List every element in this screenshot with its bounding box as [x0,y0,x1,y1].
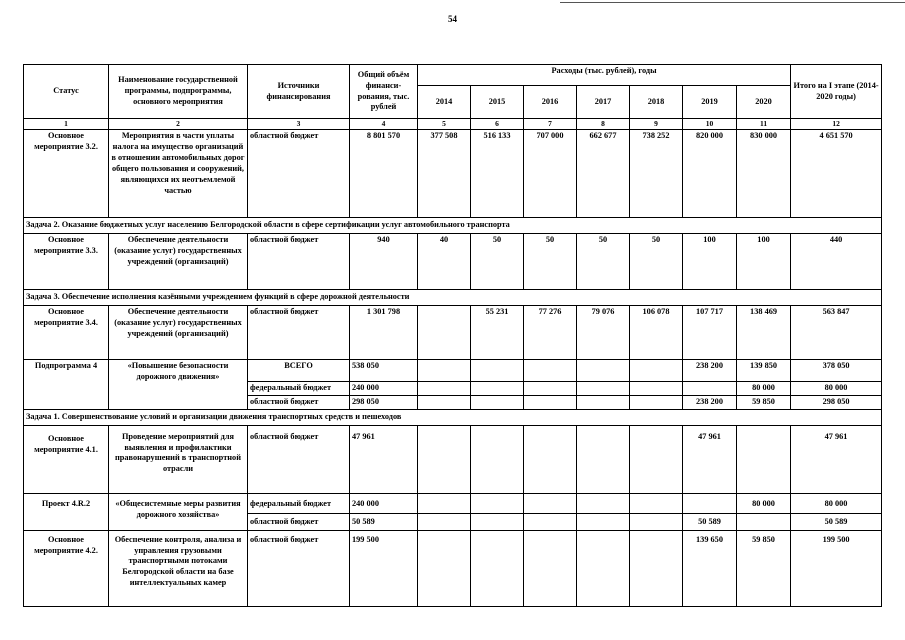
row-name: Обеспечение контроля, анализа и управления грузовыми транспортными потоками Белгородской области на базе интеллектуальных камер [109,530,248,606]
row-2020: 138 469 [737,305,791,359]
row-source: областной бюджет [248,425,350,493]
row-2018 [630,381,683,395]
row-2020: 59 850 [737,530,791,606]
row-2019 [683,493,737,513]
page-number: 54 [448,14,457,24]
task-row [24,217,882,233]
row-total: 47 961 [350,425,418,493]
row-2014 [418,359,471,381]
row-status: Основное мероприятие 4.1. [24,425,109,493]
row-2018 [630,425,683,493]
row-total: 1 301 798 [350,305,418,359]
header-year: 2017 [577,86,630,119]
row-2014 [418,381,471,395]
row-name: Обеспечение деятельности (оказание услуг) государственных учреждений (организаций) [109,305,248,359]
row-2015: 50 [471,233,524,289]
row-2019: 107 717 [683,305,737,359]
header-total: Общий объём финанси-рования, тыс. рублей [350,65,418,119]
row-name: Обеспечение деятельности (оказание услуг) государственных учреждений (организаций) [109,233,248,289]
row-2014 [418,395,471,409]
row-2016 [524,493,577,513]
row-2020: 59 850 [737,395,791,409]
row-source: федеральный бюджет [248,493,350,513]
row-2016: 707 000 [524,129,577,217]
row-2014 [418,493,471,513]
row-2016 [524,381,577,395]
row-2019: 47 961 [683,425,737,493]
row-name: Мероприятия в части уплаты налога на имущество организаций в отношении автомобильных дорог общего пользования и сооружений, являющихся их неотъемлемой частью [109,129,248,217]
column-number-row [24,119,882,130]
header-year: 2018 [630,86,683,119]
row-2019: 238 200 [683,359,737,381]
column-number: 12 [791,119,882,130]
table-row [24,129,882,217]
header-year: 2020 [737,86,791,119]
header-status: Статус [24,65,109,119]
row-source: областной бюджет [248,395,350,409]
header-expenses: Расходы (тыс. рублей), годы [418,65,791,86]
row-name: «Общесистемные меры развития дорожного хозяйства» [109,493,248,530]
column-number: 5 [418,119,471,130]
row-2015 [471,530,524,606]
row-source: областной бюджет [248,305,350,359]
row-2015 [471,425,524,493]
column-number: 3 [248,119,350,130]
row-2015: 55 231 [471,305,524,359]
row-2015 [471,359,524,381]
row-2016 [524,395,577,409]
header-year: 2019 [683,86,737,119]
row-2018: 50 [630,233,683,289]
column-number: 1 [24,119,109,130]
row-status: Проект 4.R.2 [24,493,109,530]
row-2018 [630,530,683,606]
row-itogo: 440 [791,233,882,289]
row-source: федеральный бюджет [248,381,350,395]
row-2020: 830 000 [737,129,791,217]
header-year: 2014 [418,86,471,119]
row-source: областной бюджет [248,129,350,217]
table-row [24,493,882,513]
column-number: 2 [109,119,248,130]
row-total: 50 589 [350,513,418,530]
row-2019: 820 000 [683,129,737,217]
row-name: «Повышение безопасности дорожного движения» [109,359,248,409]
row-2020 [737,513,791,530]
header-year: 2016 [524,86,577,119]
row-2016 [524,513,577,530]
header-row-1 [24,65,882,86]
task-1-title: Задача 1. Совершенствование условий и организации движения транспортных средств и пешеходов [24,409,882,425]
header-sources: Источники финансирования [248,65,350,119]
row-2014: 377 508 [418,129,471,217]
row-2019 [683,381,737,395]
row-2016 [524,530,577,606]
row-2020 [737,425,791,493]
row-total: 240 000 [350,493,418,513]
table-row [24,233,882,289]
column-number: 7 [524,119,577,130]
header-name: Наименование государственной программы, подпрограммы, основного мероприятия [109,65,248,119]
row-2017 [577,493,630,513]
row-2014 [418,425,471,493]
row-2020: 100 [737,233,791,289]
row-2019: 100 [683,233,737,289]
row-source: ВСЕГО [248,359,350,381]
top-edge-line [560,2,905,3]
row-source: областной бюджет [248,530,350,606]
row-itogo: 80 000 [791,493,882,513]
row-2016: 50 [524,233,577,289]
row-2017 [577,381,630,395]
row-status: Основное мероприятие 4.2. [24,530,109,606]
header-itogo: Итого на I этапе (2014-2020 годы) [791,65,882,119]
row-itogo: 298 050 [791,395,882,409]
row-2017 [577,395,630,409]
column-number: 6 [471,119,524,130]
budget-table [23,64,882,607]
row-2018: 106 078 [630,305,683,359]
row-2015 [471,493,524,513]
row-source: областной бюджет [248,233,350,289]
row-2020: 80 000 [737,381,791,395]
column-number: 11 [737,119,791,130]
table-row [24,530,882,606]
row-2016 [524,425,577,493]
row-status: Основное мероприятие 3.2. [24,129,109,217]
row-2015 [471,381,524,395]
row-2017 [577,359,630,381]
row-2017: 50 [577,233,630,289]
row-2017: 662 677 [577,129,630,217]
table-row [24,305,882,359]
row-status: Основное мероприятие 3.3. [24,233,109,289]
column-number: 4 [350,119,418,130]
row-itogo: 47 961 [791,425,882,493]
row-2018 [630,493,683,513]
row-2015 [471,395,524,409]
column-number: 8 [577,119,630,130]
column-number: 9 [630,119,683,130]
table-row [24,425,882,493]
row-2018 [630,359,683,381]
row-total: 8 801 570 [350,129,418,217]
row-2014: 40 [418,233,471,289]
row-2017 [577,425,630,493]
row-2018: 738 252 [630,129,683,217]
row-total: 940 [350,233,418,289]
row-name: Проведение мероприятий для выявления и профилактики правонарушений в транспортной отрасли [109,425,248,493]
row-source: областной бюджет [248,513,350,530]
row-2014 [418,513,471,530]
row-itogo: 378 050 [791,359,882,381]
row-status: Основное мероприятие 3.4. [24,305,109,359]
row-itogo: 563 847 [791,305,882,359]
task-3-title: Задача 3. Обеспечение исполнения казёнными учреждением функций в сфере дорожной деятельности [24,289,882,305]
row-total: 298 050 [350,395,418,409]
column-number: 10 [683,119,737,130]
row-2015 [471,513,524,530]
row-2017 [577,530,630,606]
row-2016: 77 276 [524,305,577,359]
row-2019: 238 200 [683,395,737,409]
row-2014 [418,530,471,606]
row-2019: 139 650 [683,530,737,606]
row-itogo: 199 500 [791,530,882,606]
task-2-title: Задача 2. Оказание бюджетных услуг населению Белгородской области в сфере сертификации услуг автомобильного транспорта [24,217,882,233]
row-total: 538 050 [350,359,418,381]
row-2017 [577,513,630,530]
row-itogo: 50 589 [791,513,882,530]
row-2014 [418,305,471,359]
row-itogo: 80 000 [791,381,882,395]
row-2017: 79 076 [577,305,630,359]
row-2018 [630,513,683,530]
task-row [24,409,882,425]
row-2020: 80 000 [737,493,791,513]
row-2015: 516 133 [471,129,524,217]
row-total: 199 500 [350,530,418,606]
header-year: 2015 [471,86,524,119]
row-2018 [630,395,683,409]
row-status: Подпрограмма 4 [24,359,109,409]
row-total: 240 000 [350,381,418,395]
table-row [24,359,882,381]
row-itogo: 4 651 570 [791,129,882,217]
row-2020: 139 850 [737,359,791,381]
row-2019: 50 589 [683,513,737,530]
task-row [24,289,882,305]
row-2016 [524,359,577,381]
